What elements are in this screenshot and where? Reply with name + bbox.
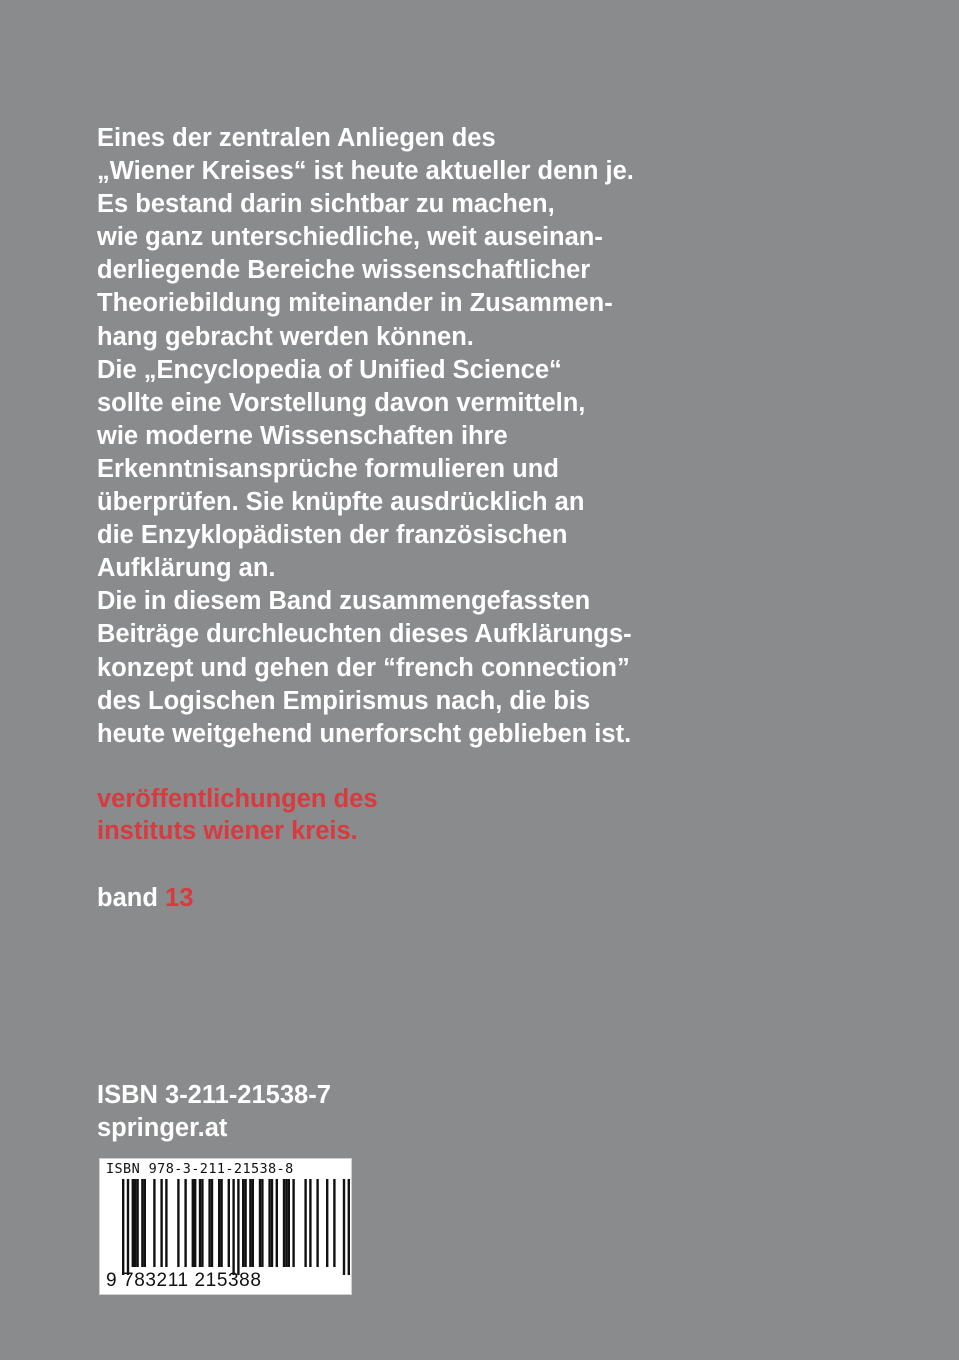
barcode-bar [199, 1179, 201, 1267]
barcode-bar [127, 1179, 129, 1275]
barcode-bar [136, 1179, 138, 1267]
barcode-bar [218, 1179, 220, 1267]
barcode-bar [252, 1179, 254, 1267]
barcode-bar [244, 1179, 246, 1267]
barcode-bar [288, 1179, 290, 1267]
barcode-bar [153, 1179, 155, 1267]
barcode-bar [316, 1179, 318, 1267]
barcode-bar [141, 1179, 143, 1267]
barcode-bar [165, 1179, 167, 1267]
barcode-bar [134, 1179, 136, 1267]
blurb-line: Die „Encyclopedia of Unified Science“ [97, 355, 562, 384]
barcode-bar [132, 1179, 134, 1267]
barcode-bar [144, 1179, 146, 1267]
blurb-line: hang gebracht werden können. [97, 322, 474, 351]
blurb-line: Eines der zentralen Anliegen des [97, 124, 496, 152]
barcode-bar [220, 1179, 222, 1267]
barcode-bar [292, 1179, 294, 1267]
blurb-line: die Enzyklopädisten der französischen [97, 521, 568, 550]
publisher-website: springer.at [97, 1114, 228, 1142]
barcode-bar [268, 1179, 270, 1267]
blurb-line: Die in diesem Band zusammengefassten [97, 587, 591, 616]
barcode-bar [232, 1179, 234, 1275]
barcode-bar [309, 1179, 311, 1267]
barcode-bar [285, 1179, 287, 1267]
barcode-bar [228, 1179, 230, 1267]
blurb-line: überprüfen. Sie knüpfte ausdrücklich an [97, 488, 585, 517]
barcode-bar [122, 1179, 124, 1275]
blurb-line: Erkenntnisansprüche formulieren und [97, 454, 559, 483]
barcode-bar [208, 1179, 210, 1267]
blurb-line: konzept und gehen der “french connection” [97, 653, 630, 682]
blurb-text [97, 122, 737, 751]
blurb-line: des Logischen Empirismus nach, die bis [97, 686, 591, 715]
barcode-bar [160, 1179, 162, 1267]
band-info [97, 882, 193, 914]
barcode-bar [261, 1179, 263, 1267]
blurb-line: Aufklärung an. [97, 554, 276, 583]
barcode-bar [271, 1179, 273, 1267]
series-title-line: instituts wiener kreis. [97, 817, 358, 845]
barcode-bar [237, 1179, 239, 1275]
barcode-isbn-label: ISBN 978-3-211-21538-8 [106, 1161, 294, 1177]
barcode-bar [201, 1179, 203, 1267]
publisher-info [97, 1079, 331, 1145]
barcode-bar [211, 1179, 213, 1267]
blurb-line: heute weitgehend unerforscht geblieben ist. [97, 719, 632, 748]
series-title [97, 783, 378, 847]
barcode-bar [242, 1179, 244, 1267]
blurb-line: Beiträge durchleuchten dieses Aufklärungs- [97, 620, 632, 649]
blurb-line: Es bestand darin sichtbar zu machen, [97, 190, 555, 219]
blurb-line: wie ganz unterschiedliche, weit auseinan- [97, 223, 603, 252]
barcode-bar [276, 1179, 278, 1267]
barcode-bar [333, 1179, 335, 1267]
barcode-bar [194, 1179, 196, 1267]
blurb-line: derliegende Bereiche wissenschaftlicher [97, 256, 591, 285]
barcode-digits: 9 783211 215388 [106, 1270, 262, 1291]
barcode [99, 1158, 352, 1295]
blurb-line: sollte eine Vorstellung davon vermitteln, [97, 388, 586, 417]
blurb-line: „Wiener Kreises“ ist heute aktueller denn je. [97, 157, 634, 186]
barcode-bar [304, 1179, 306, 1267]
blurb-line: Theoriebildung miteinander in Zusammen- [97, 289, 613, 318]
band-label: band [97, 884, 158, 912]
blurb-line: wie moderne Wissenschaften ihre [97, 421, 508, 450]
barcode-bar [192, 1179, 194, 1267]
barcode-bar [259, 1179, 261, 1267]
band-number: 13 [165, 884, 194, 912]
barcode-bar [348, 1179, 350, 1275]
barcode-bar [326, 1179, 328, 1267]
series-title-line: veröffentlichungen des [97, 785, 378, 813]
barcode-bar [177, 1179, 179, 1267]
barcode-bar [184, 1179, 186, 1267]
barcode-bar [343, 1179, 345, 1275]
barcode-bar [283, 1179, 285, 1267]
barcode-bar [249, 1179, 251, 1267]
isbn-text: ISBN 3-211-21538-7 [97, 1081, 331, 1109]
